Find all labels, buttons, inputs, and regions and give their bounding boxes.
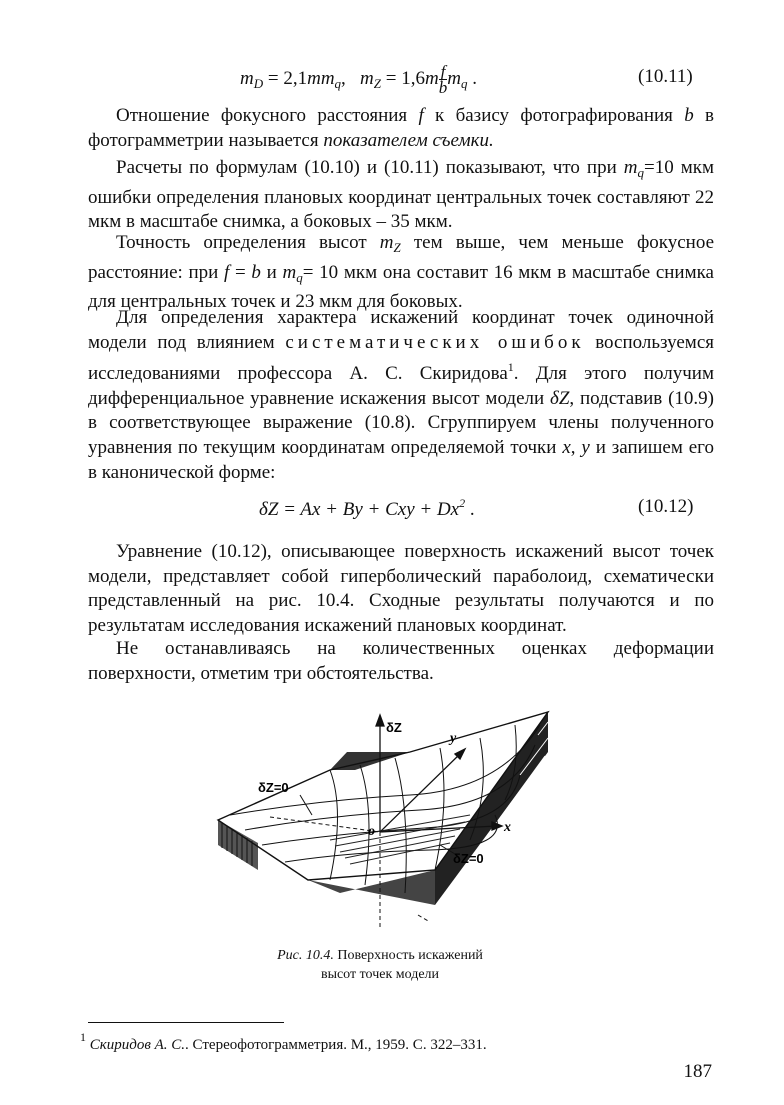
text: Не останавливаясь на количественных оценках деформации поверхности, отметим три обстоятельства.: [88, 638, 714, 684]
formula-subscript: q: [460, 75, 468, 91]
symbol-f: f: [418, 105, 424, 126]
text: =10 мкм ошибки определения плановых координат центральных точек составляют 22 мкм в масштабе снимка, а боковых – 35 мкм.: [88, 157, 715, 233]
symbol-f: f: [224, 261, 230, 283]
formula-symbol: m: [240, 67, 254, 89]
caption-figure-number: Рис. 10.4.: [277, 948, 334, 963]
equation-number-10-12: (10.12): [638, 496, 694, 517]
text: Для определения характера искажений координат точек одиночной модели под влиянием: [88, 307, 714, 353]
text: Уравнение (10.12), описывающее поверхность искажений высот точек модели, представляет собой гиперболический параболоид, схематически представленный на рис. 10.4. Сходные результаты получаются и по результатам исследования искажений плановых координат.: [88, 541, 714, 636]
formula-subscript: Z: [373, 75, 382, 91]
label-dz0-left: δZ=0: [258, 780, 289, 795]
symbol-m: m: [379, 232, 394, 253]
formula-symbol: mm: [307, 67, 335, 89]
fraction-denominator: b: [438, 78, 448, 97]
footnote-text: . Стереофотограмметрия. М., 1959. С. 322–331.: [185, 1037, 487, 1053]
formula-symbol: m: [447, 67, 461, 89]
figure-caption: [230, 946, 530, 984]
text: = 10 мкм она составит 16 мкм в масштабе снимка для центральных точек и 23 мкм для боковых.: [88, 261, 714, 313]
page-number: 187: [683, 1061, 712, 1082]
text: ,: [570, 436, 582, 458]
footnote-mark: 1: [80, 1030, 86, 1044]
text: тем выше, чем меньше фокусное расстояние: при: [88, 232, 715, 283]
formula-expression: δZ = Ax + By + Cxy + Dx: [259, 499, 460, 520]
text: Отношение фокусного расстояния: [116, 105, 419, 126]
footnote: [80, 1030, 487, 1054]
formula-exponent: 2: [459, 496, 466, 510]
formula-symbol: m: [360, 67, 374, 89]
y-axis: [380, 752, 462, 832]
label-y: y: [450, 731, 457, 746]
formula-value: = 1,6: [385, 67, 425, 89]
footnote-divider: [88, 1022, 284, 1023]
label-dz-axis: δZ: [386, 720, 402, 735]
caption-text: Поверхность искажений: [333, 948, 483, 963]
footnote-reference: 1: [507, 360, 514, 375]
formula-value: = 2,1: [267, 67, 308, 89]
text: в фотограмметрии называется: [88, 105, 714, 151]
fraction-numerator: f: [440, 62, 446, 81]
footnote-author: Скиридов А. С.: [89, 1037, 186, 1053]
text: и запишем его в канонической форме:: [88, 436, 714, 483]
formula-subscript: D: [253, 75, 264, 91]
subscript: Z: [393, 240, 401, 255]
text: Расчеты по формулам (10.10) и (10.11) показывают, что при: [116, 157, 624, 178]
symbol-m: m: [623, 157, 638, 178]
text: воспользуемся исследованиями профессора А. С. Скиридова: [88, 331, 714, 385]
text: . Для этого получим дифференциальное уравнение искажения высот модели: [88, 363, 714, 409]
label-dz0-right: δZ=0: [453, 851, 484, 866]
formula-end: .: [472, 67, 477, 89]
spaced-emphasis: систематических ошибок: [285, 331, 585, 353]
symbol-y: y: [581, 436, 590, 458]
formula-end: .: [465, 499, 475, 520]
subscript: q: [296, 269, 303, 285]
symbol-b: b: [684, 105, 694, 126]
symbol-m: m: [282, 261, 297, 283]
text: Точность определения высот: [116, 232, 380, 253]
label-origin: o: [368, 824, 375, 839]
z-axis-arrow: [376, 715, 384, 726]
term-italic: показателем съемки.: [323, 129, 494, 151]
label-x: x: [504, 820, 511, 835]
text: =: [229, 261, 252, 283]
equation-number-10-11: (10.11): [638, 66, 693, 87]
caption-text: высот точек модели: [320, 967, 440, 982]
subscript: q: [637, 165, 644, 180]
formula-10-11: $m_D = 2,1mm_q$, $m_Z = 1,6m$ $\frac{f}{b}$ $m_q$ .: [240, 62, 477, 97]
symbol-delta-z: δZ: [549, 387, 570, 409]
text: , подставив (10.9) в соответствующее выражение (10.8). Сгруппируем члены полученного уравнения по текущим координатам определяемой точки: [88, 387, 714, 458]
symbol-x: x: [562, 436, 571, 458]
formula-subscript: q: [334, 75, 342, 91]
formula-symbol: m: [424, 67, 439, 89]
text: к базису фотографирования: [423, 105, 685, 126]
text: и: [260, 261, 283, 283]
symbol-b: b: [251, 261, 261, 283]
